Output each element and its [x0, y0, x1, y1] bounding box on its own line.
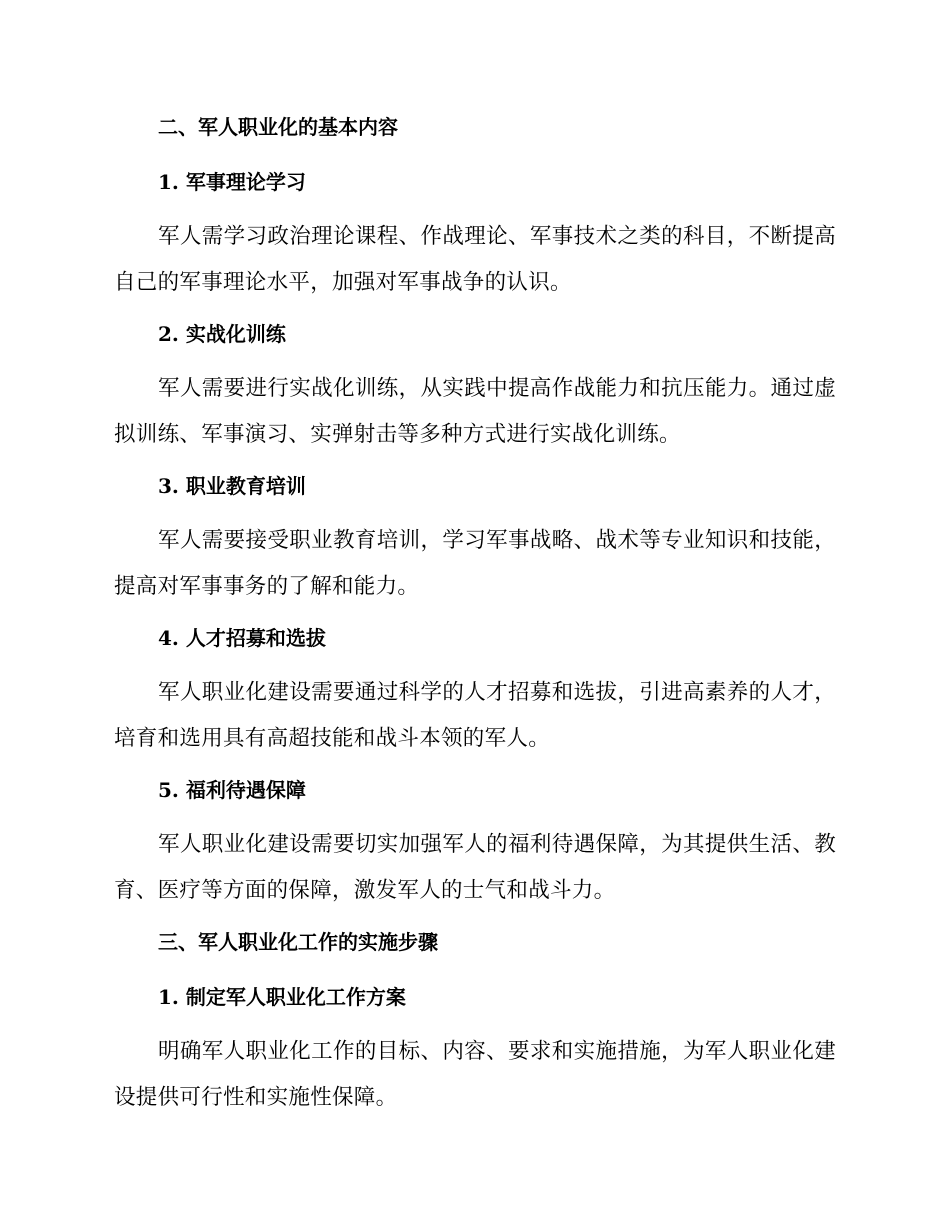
paragraph-vocational-education: 军人需要接受职业教育培训，学习军事战略、战术等专业知识和技能，提高对军事事务的了解和能力。 — [114, 528, 836, 599]
subheading-welfare-guarantee: 5. 福利待遇保障 — [158, 778, 306, 802]
section-heading-basic-content: 二、军人职业化的基本内容 — [158, 115, 398, 139]
paragraph-military-theory: 军人需学习政治理论课程、作战理论、军事技术之类的科目，不断提高自己的军事理论水平，加强对军事战争的认识。 — [114, 224, 836, 295]
paragraph-work-plan: 明确军人职业化工作的目标、内容、要求和实施措施，为军人职业化建设提供可行性和实施性保障。 — [114, 1039, 836, 1110]
paragraph-welfare-guarantee: 军人职业化建设需要切实加强军人的福利待遇保障，为其提供生活、教育、医疗等方面的保障，激发军人的士气和战斗力。 — [114, 832, 836, 903]
subheading-military-theory: 1. 军事理论学习 — [158, 170, 306, 194]
paragraph-talent-recruitment: 军人职业化建设需要通过科学的人才招募和选拔，引进高素养的人才，培育和选用具有高超技能和战斗本领的军人。 — [114, 680, 836, 751]
section-heading-implementation-steps: 三、军人职业化工作的实施步骤 — [158, 930, 438, 954]
subheading-talent-recruitment: 4. 人才招募和选拔 — [158, 626, 326, 650]
subheading-combat-training: 2. 实战化训练 — [158, 322, 286, 346]
paragraph-combat-training: 军人需要进行实战化训练，从实践中提高作战能力和抗压能力。通过虚拟训练、军事演习、实弹射击等多种方式进行实战化训练。 — [114, 376, 836, 447]
subheading-vocational-education: 3. 职业教育培训 — [158, 474, 306, 498]
subheading-work-plan: 1. 制定军人职业化工作方案 — [158, 985, 406, 1009]
